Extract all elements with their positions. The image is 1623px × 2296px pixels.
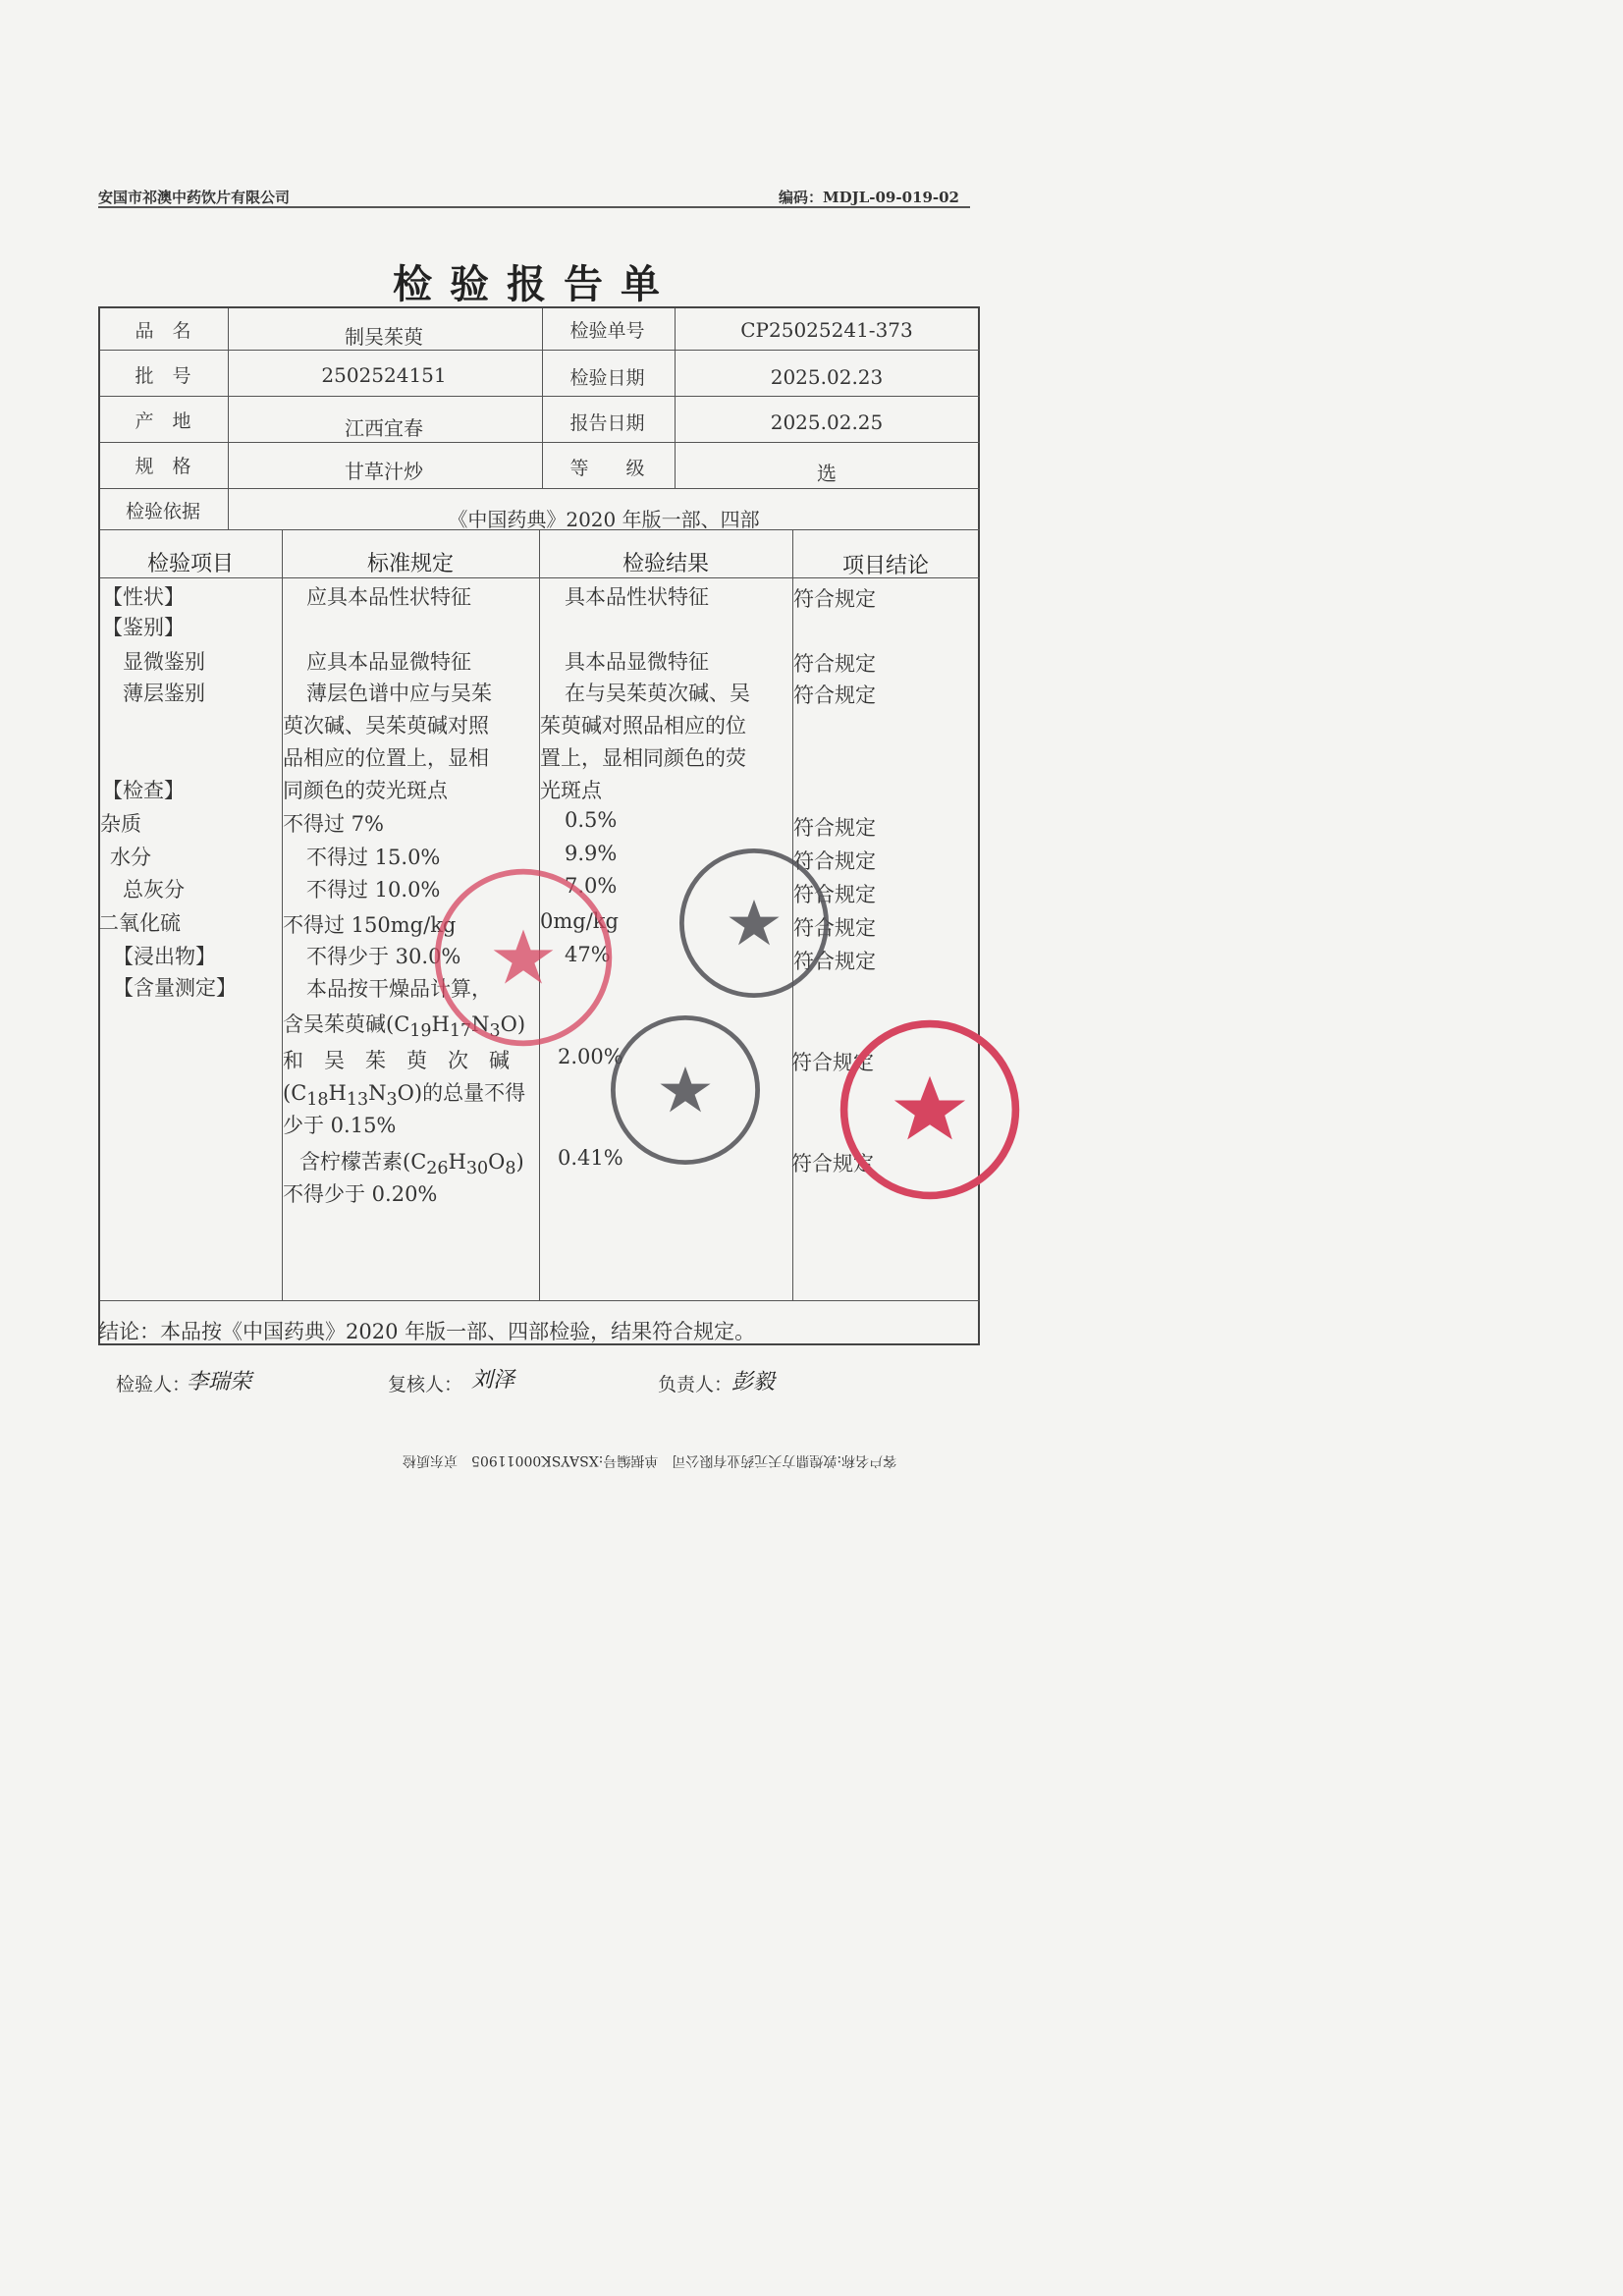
standard-bocheng-line: 品相应的位置上，显相 [283,746,489,770]
manager-label: 负责人： [658,1374,733,1395]
standard-hanliang-line: 本品按干燥品计算， [306,977,492,1001]
formula-subscript: 3 [489,1021,501,1042]
label-spec: 规 格 [135,456,191,477]
result-shuifen: 9.9% [565,842,618,865]
formula-text: 含吴茱萸碱(C [283,1012,410,1036]
header-rule [98,206,970,208]
standard-bocheng-line: 薄层色谱中应与吴茱 [306,682,492,705]
col-header-result: 检验结果 [622,552,709,576]
label-origin: 产 地 [135,410,191,432]
label-report-no: 检验单号 [569,320,645,342]
label-test-date: 检验日期 [569,367,645,389]
standard-xingzhuang: 应具本品性状特征 [306,585,471,609]
inspector-label: 检验人： [116,1374,191,1395]
result-bocheng-line: 茱萸碱对照品相应的位 [540,714,746,738]
report-date: 2025.02.25 [770,410,884,434]
col-header-conclusion: 项目结论 [841,554,929,578]
result-hanliang-2: 0.41% [558,1146,623,1170]
item-xingzhuang: 【性状】 [102,585,185,609]
test-date: 2025.02.23 [770,365,884,389]
report-conclusion: 结论：本品按《中国药典》2020 年版一部、四部检验，结果符合规定。 [98,1320,756,1343]
standard-hanliang-formula-line [283,1077,525,1110]
item-zonghuifen: 总灰分 [123,878,185,902]
conclusion-hanliang-1: 符合规定 [791,1051,874,1074]
conclusion-xianwei: 符合规定 [793,652,876,676]
row-line [100,1300,980,1301]
row-line [100,442,980,443]
batch-number: 2502524151 [321,363,447,387]
standard-xianwei: 应具本品显微特征 [306,650,471,674]
specification: 甘草汁炒 [345,460,423,483]
conclusion-eryanghualiu: 符合规定 [793,916,876,940]
label-product-name: 品 名 [135,320,191,342]
standard-zazhi: 不得过 7% [283,812,384,836]
result-eryanghualiu: 0mg/kg [540,909,619,933]
standard-eryanghualiu: 不得过 150mg/kg [283,913,457,937]
inspector-signature: 李瑞荣 [187,1370,252,1394]
formula-text: H [431,1012,450,1036]
conclusion-jinchuwu: 符合规定 [793,950,876,973]
formula-text: N [471,1012,490,1036]
result-bocheng-line: 光斑点 [540,779,602,802]
formula-subscript: 3 [386,1090,398,1111]
conclusion-zonghuifen: 符合规定 [793,883,876,906]
conclusion-shuifen: 符合规定 [793,849,876,873]
result-bocheng-line: 置上，显相同颜色的荧 [540,746,746,770]
col-header-item: 检验项目 [146,552,234,576]
row-line [100,350,980,351]
origin: 江西宜春 [345,416,423,440]
report-no: CP25025241-373 [740,318,913,342]
result-zazhi: 0.5% [565,808,618,832]
formula-subscript: 8 [505,1159,516,1179]
formula-subscript: 19 [409,1021,432,1042]
standard-hanliang-line: 少于 0.15% [283,1114,397,1137]
formula-subscript: 18 [306,1090,329,1111]
result-jinchuwu: 47% [565,943,611,966]
stamp-quality-red-seal [430,864,617,1051]
label-grade: 等 级 [569,458,645,479]
item-jianbie: 【鉴别】 [102,616,185,639]
result-bocheng-line: 在与吴茱萸次碱、吴 [565,682,750,705]
item-hanliang: 【含量测定】 [113,976,237,1000]
formula-subscript: 13 [346,1090,369,1111]
standard-hanliang-line: 不得少于 0.20% [283,1182,438,1206]
result-xingzhuang: 具本品性状特征 [565,585,709,609]
page-title: 检验报告单 [393,261,677,307]
footer-reversed-text: 客户名称:敦煌鼎方天元药业有限公司 单据编号:XSAYSK00011905 京东质检 [403,1452,897,1468]
formula-text: O)的总量不得 [397,1081,526,1105]
product-name: 制吴茱萸 [345,325,423,349]
manager-signature: 彭毅 [731,1370,776,1394]
stamp-qc-gray-2-seal [607,1011,764,1169]
reviewer-label: 复核人： [388,1374,463,1395]
item-eryanghualiu: 二氧化硫 [98,911,181,935]
result-xianwei: 具本品显微特征 [565,650,709,674]
item-jiancha: 【检查】 [102,779,185,802]
label-basis: 检验依据 [125,501,200,522]
formula-text: N [368,1081,387,1105]
conclusion-hanliang-2: 符合规定 [791,1152,874,1175]
stamp-quality-mgmt-red-seal [837,1016,1023,1203]
standard-bocheng-line: 萸次碱、吴茱萸碱对照 [283,714,489,738]
result-zonghuifen: 7.0% [565,874,618,898]
formula-text: ) [515,1150,524,1174]
label-report-date: 报告日期 [569,412,645,434]
formula-text: O) [500,1012,526,1036]
standard-jinchuwu: 不得少于 30.0% [306,945,461,968]
stamp-quality-mgmt-red [837,1016,1023,1203]
conclusion-bocheng: 符合规定 [793,683,876,707]
formula-text: 含柠檬苦素(C [299,1150,427,1174]
item-jinchuwu: 【浸出物】 [113,945,216,968]
standard-shuifen: 不得过 15.0% [306,846,441,869]
col-header-standard: 标准规定 [366,552,454,576]
formula-subscript: 17 [449,1021,472,1042]
formula-text: O [488,1150,506,1174]
conclusion-xingzhuang: 符合规定 [793,587,876,611]
conclusion-zazhi: 符合规定 [793,816,876,840]
standard-bocheng-line: 同颜色的荧光斑点 [283,779,448,802]
stamp-qc-gray-1 [676,845,833,1002]
stamp-qc-gray-2 [607,1011,764,1169]
standard-zonghuifen: 不得过 10.0% [306,878,441,902]
row-line [100,488,980,489]
standard-hanliang-line: 和 吴 茱 萸 次 碱 [283,1049,510,1072]
formula-text: H [448,1150,466,1174]
label-batch: 批 号 [135,365,191,387]
formula-subscript: 30 [465,1159,489,1179]
test-basis: 《中国药典》2020 年版一部、四部 [448,508,760,531]
item-xianwei: 显微鉴别 [123,650,205,674]
company-name: 安国市祁澳中药饮片有限公司 [98,189,291,206]
standard-hanliang-formula-line [299,1146,524,1178]
formula-subscript: 26 [426,1159,449,1179]
item-shuifen: 水分 [110,846,151,869]
result-hanliang-1: 2.00% [558,1045,623,1068]
stamp-qc-gray-1-seal [676,845,833,1002]
row-line [100,396,980,397]
grade: 选 [817,462,837,485]
reviewer-signature: 刘泽 [471,1368,515,1393]
document-code: 编码：MDJL-09-019-02 [779,189,959,206]
formula-text: H [328,1081,347,1105]
formula-text: (C [283,1081,307,1105]
item-zazhi: 杂质 [100,812,141,836]
stamp-quality-red [430,864,617,1051]
item-bocheng: 薄层鉴别 [123,682,205,705]
